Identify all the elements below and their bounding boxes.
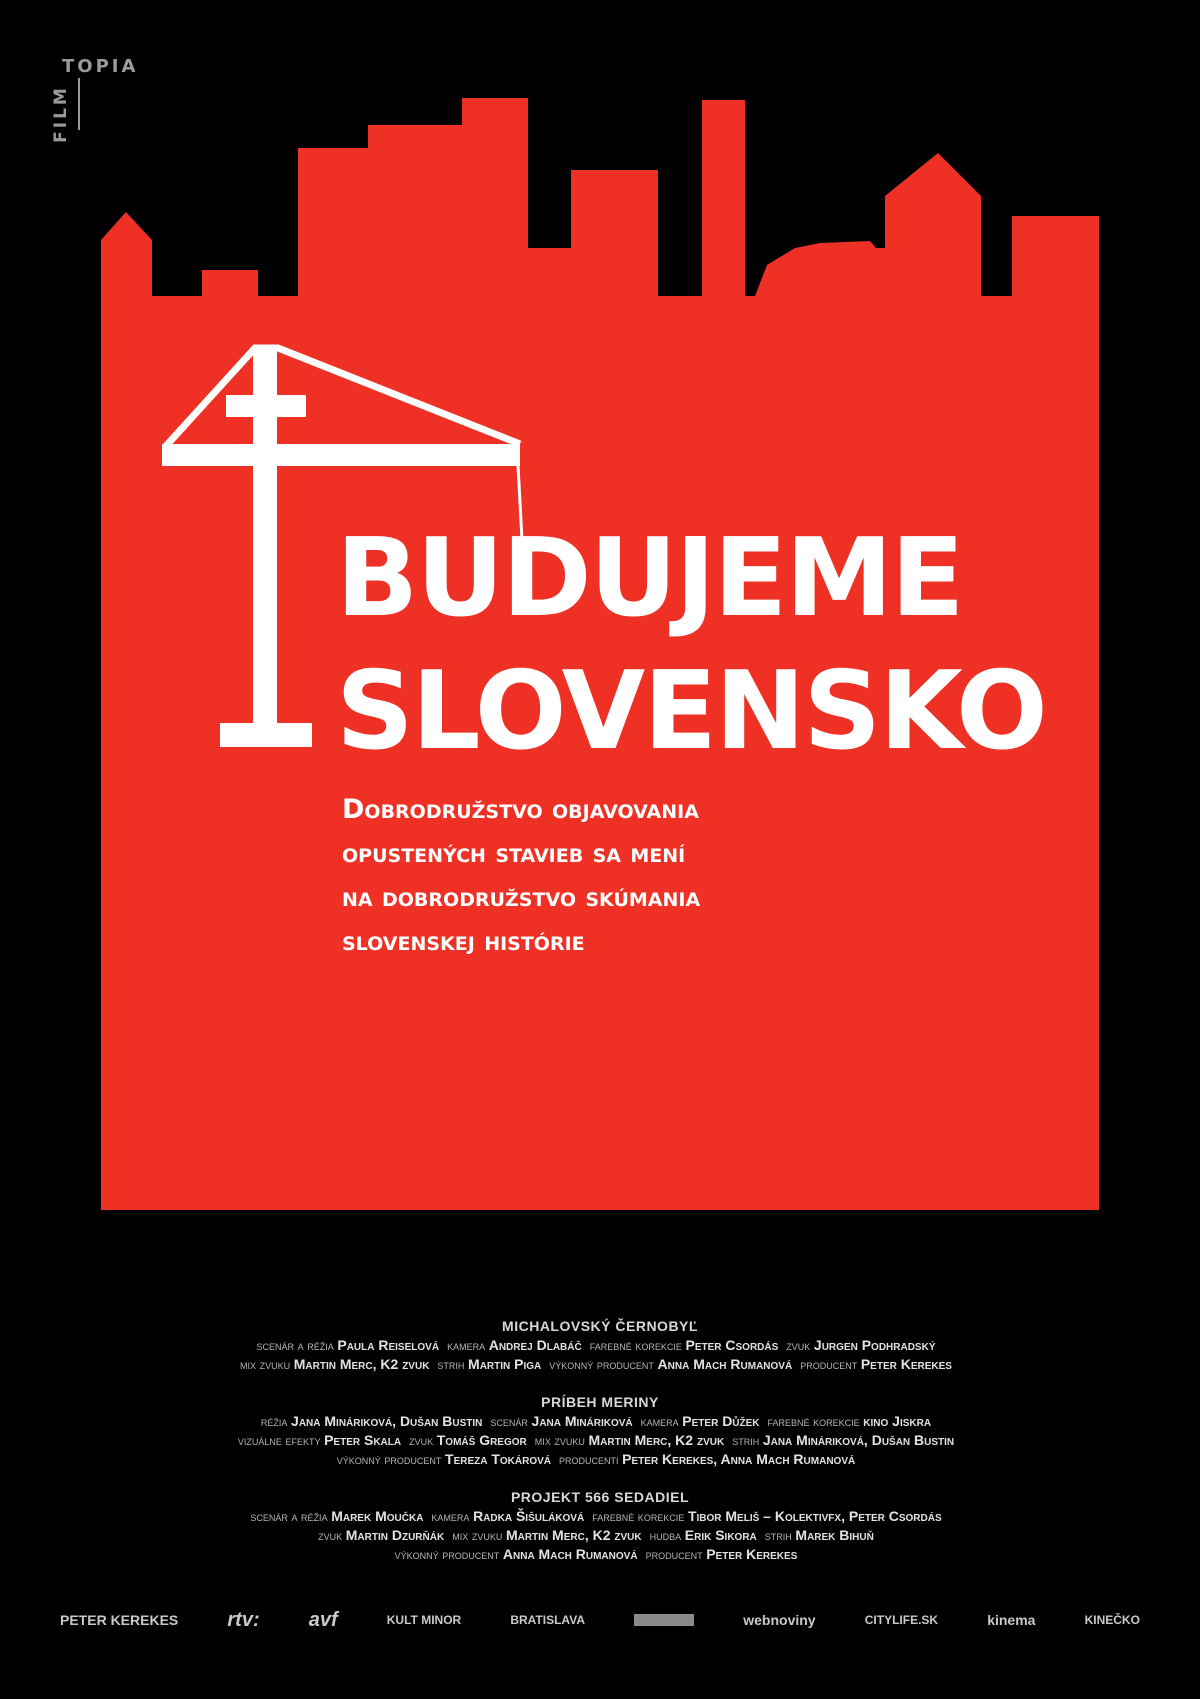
credit-line — [0, 1450, 1200, 1469]
credit-role: producenti — [559, 1452, 619, 1467]
credit-names: Anna Mach Rumanová — [502, 1546, 638, 1562]
credit-role: zvuk — [318, 1528, 343, 1543]
credit-role: producent — [800, 1357, 858, 1372]
credit-role: réžia — [260, 1414, 288, 1429]
logo-kult-minor: KULT MINOR — [386, 1613, 462, 1627]
sponsor-logos — [60, 1605, 1140, 1635]
film-credit-block — [0, 1316, 1200, 1374]
credit-names: Paula Reiselová — [337, 1337, 440, 1353]
credit-names: Martin Merc, K2 zvuk — [293, 1356, 430, 1372]
logo-citylife: CITYLIFE.SK — [864, 1613, 939, 1627]
credit-names: Peter Důžek — [682, 1413, 760, 1429]
credit-role: kamera — [640, 1414, 679, 1429]
credit-line — [0, 1507, 1200, 1526]
tagline-line: Dobrodružstvo objavovania — [342, 794, 699, 825]
credit-names: Andrej Dlabáč — [488, 1337, 582, 1353]
credit-line — [0, 1355, 1200, 1374]
credit-names: Martin Merc, K2 zvuk — [505, 1527, 642, 1543]
credit-role: mix zvuku — [240, 1357, 291, 1372]
studio-logo-top: TOPIA — [62, 56, 139, 77]
credit-role: scenár — [490, 1414, 528, 1429]
credit-role: výkonný producent — [336, 1452, 442, 1467]
credit-role: strih — [764, 1528, 792, 1543]
film-credit-block — [0, 1487, 1200, 1564]
credit-names: Peter Kerekes — [706, 1546, 798, 1562]
credit-role: zvuk — [409, 1433, 434, 1448]
credit-names: Tomáš Gregor — [436, 1432, 527, 1448]
film-credit-title: PROJEKT 566 SEDADIEL — [510, 1489, 690, 1505]
tagline — [342, 788, 1042, 964]
credit-role: zvuk — [786, 1338, 811, 1353]
tagline-line: na dobrodružstvo skúmania — [342, 882, 701, 913]
credit-names: Erik Sikora — [684, 1527, 757, 1543]
logo-peter-kerekes: PETER KEREKES — [60, 1612, 179, 1628]
credit-role: kamera — [431, 1509, 470, 1524]
credit-role: kamera — [447, 1338, 486, 1353]
credit-names: Radka Šišuláková — [473, 1508, 585, 1524]
credit-line — [0, 1412, 1200, 1431]
credit-names: Jana Mináriková, Dušan Bustin — [762, 1432, 955, 1448]
credit-names: Peter Csordás — [685, 1337, 779, 1353]
credit-names: Martin Piga — [468, 1356, 542, 1372]
studio-logo-rule — [78, 78, 80, 130]
credits-block — [0, 1316, 1200, 1582]
credit-role: scenár a réžia — [256, 1338, 334, 1353]
credit-names: Martin Merc, K2 zvuk — [588, 1432, 725, 1448]
film-credit-title: PRÍBEH MERINY — [541, 1394, 659, 1410]
credit-names: Jurgen Podhradský — [813, 1337, 936, 1353]
credit-role: výkonný producent — [549, 1357, 654, 1372]
film-title-line-2: SLOVENSKO — [336, 649, 1046, 774]
credit-role: scenár a réžia — [250, 1509, 328, 1524]
credit-names: Anna Mach Rumanová — [657, 1356, 793, 1372]
studio-logo-side: FILM — [50, 85, 71, 143]
credit-names: Tereza Tokárová — [445, 1451, 552, 1467]
credit-names: Marek Moučka — [331, 1508, 424, 1524]
credit-names: Peter Kerekes, Anna Mach Rumanová — [622, 1451, 856, 1467]
film-title-line-1: BUDUJEME — [336, 516, 963, 641]
film-credit-block — [0, 1392, 1200, 1469]
logo-sita — [634, 1614, 694, 1626]
credit-line — [0, 1526, 1200, 1545]
credit-names: kino Jiskra — [863, 1413, 932, 1429]
logo-kinecko: KINEČKO — [1084, 1613, 1140, 1627]
credit-role: producent — [645, 1547, 703, 1562]
credit-names: Jana Mináriková, Dušan Bustin — [291, 1413, 483, 1429]
tagline-line: slovenskej histórie — [342, 926, 585, 957]
credit-names: Marek Bihuň — [795, 1527, 874, 1543]
film-credit-title: MICHALOVSKÝ ČERNOBYĽ — [502, 1318, 698, 1334]
credit-names: Peter Skala — [324, 1432, 402, 1448]
logo-bratislava: BRATISLAVA — [510, 1613, 585, 1627]
credit-role: hudba — [649, 1528, 682, 1543]
credit-role: výkonný producent — [394, 1547, 500, 1562]
logo-rtv: rtv: — [227, 1608, 260, 1631]
credit-role: farebné korekcie — [592, 1509, 685, 1524]
credit-line — [0, 1545, 1200, 1564]
credit-names: Jana Mináriková — [531, 1413, 633, 1429]
credit-role: mix zvuku — [452, 1528, 503, 1543]
credit-names: Martin Dzurňák — [345, 1527, 445, 1543]
tagline-line: opustených stavieb sa mení — [342, 838, 686, 869]
credit-role: vizuálne efekty — [237, 1433, 321, 1448]
credit-names: Peter Kerekes — [860, 1356, 952, 1372]
logo-webnoviny: webnoviny — [743, 1612, 816, 1628]
logo-avf: avf — [308, 1608, 338, 1631]
credit-role: mix zvuku — [534, 1433, 585, 1448]
logo-kinema: kinema — [987, 1612, 1036, 1628]
credit-line — [0, 1336, 1200, 1355]
credit-role: farebné korekcie — [767, 1414, 860, 1429]
credit-role: strih — [732, 1433, 760, 1448]
credit-role: strih — [437, 1357, 465, 1372]
credit-line — [0, 1431, 1200, 1450]
credit-names: Tibor Meliš – Kolektivfx, Peter Csordás — [687, 1508, 942, 1524]
credit-role: farebné korekcie — [589, 1338, 682, 1353]
